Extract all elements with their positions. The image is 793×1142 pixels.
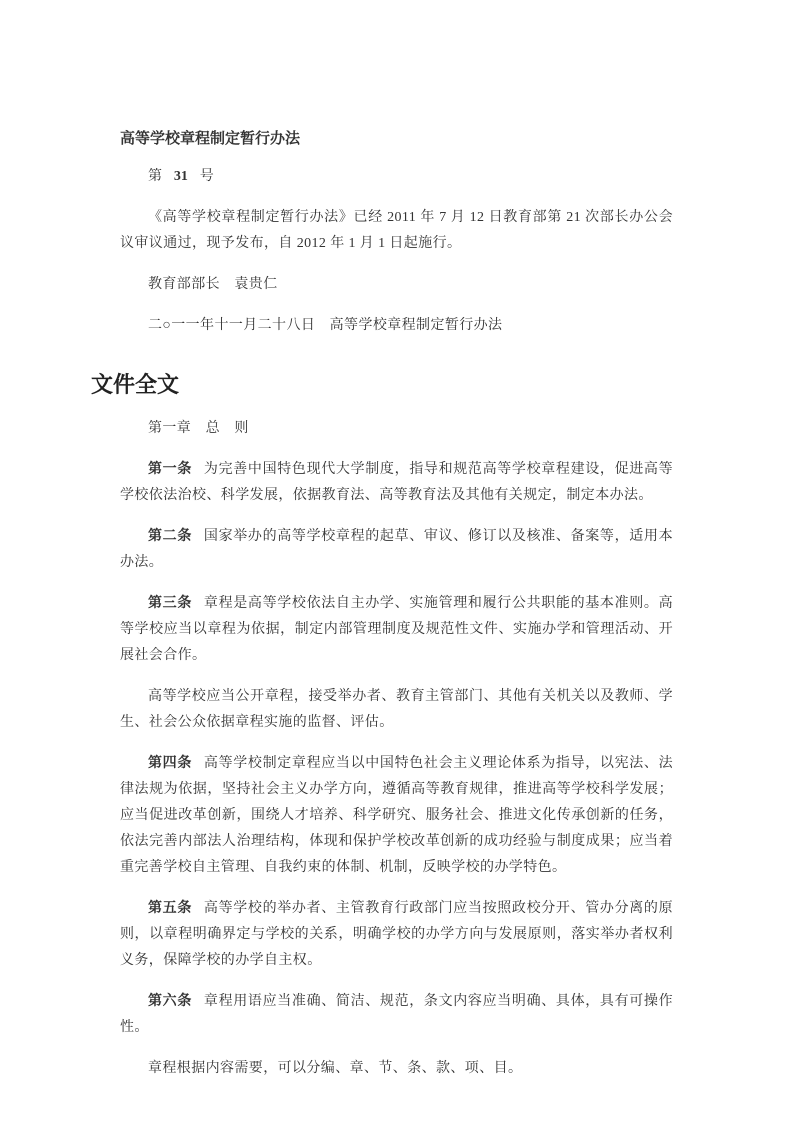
document-header bbox=[120, 128, 673, 339]
article-paragraph bbox=[120, 1056, 673, 1082]
article-label: 第六条 bbox=[148, 994, 193, 1009]
article-text: 高等学校应当公开章程，接受举办者、教育主管部门、其他有关机关以及教师、学生、社会公众依据章程实施的监督、评估。 bbox=[120, 689, 673, 730]
article-text: 国家举办的高等学校章程的起草、审议、修订以及核准、备案等，适用本办法。 bbox=[120, 529, 673, 570]
article-text: 章程用语应当准确、简洁、规范，条文内容应当明确、具体，具有可操作性。 bbox=[120, 994, 673, 1035]
article-paragraph bbox=[120, 591, 673, 669]
issue-suffix: 号 bbox=[199, 169, 214, 184]
issue-prefix: 第 bbox=[148, 169, 162, 184]
article-paragraph bbox=[120, 524, 673, 576]
article-paragraph bbox=[120, 457, 673, 509]
article-paragraph bbox=[120, 896, 673, 974]
issue-number-line bbox=[120, 164, 673, 190]
article-label: 第五条 bbox=[148, 901, 193, 916]
announcement-paragraph: 《高等学校章程制定暂行办法》已经 2011 年 7 月 12 日教育部第 21 次部长办公会议审议通过，现予发布，自 2012 年 1 月 1 日起施行。 bbox=[120, 210, 673, 251]
article-label: 第二条 bbox=[148, 529, 193, 544]
article-paragraph bbox=[120, 684, 673, 736]
chapter-heading: 第一章 总 则 bbox=[148, 421, 249, 436]
article-label: 第四条 bbox=[148, 756, 193, 771]
article-text: 高等学校制定章程应当以中国特色社会主义理论体系为指导，以宪法、法律法规为依据，坚持社会主义办学方向，遵循高等教育规律，推进高等学校科学发展；应当促进改革创新，围绕人才培养、科学研究、服务社会、推进文化传承创新的任务，依法完善内部法人治理结构，体现和保护学校改革创新的成功经验与制度成果；应当着重完善学校自主管理、自我约束的体制、机制，反映学校的办学特色。 bbox=[120, 756, 673, 875]
article-text: 高等学校的举办者、主管教育行政部门应当按照政校分开、管办分离的原则，以章程明确界定与学校的关系，明确学校的办学方向与发展原则，落实举办者权利义务，保障学校的办学自主权。 bbox=[120, 901, 673, 968]
article-paragraph bbox=[120, 989, 673, 1041]
signature-line: 教育部部长 袁贵仁 bbox=[148, 277, 278, 292]
article-paragraph bbox=[120, 751, 673, 881]
article-text: 章程根据内容需要，可以分编、章、节、条、款、项、目。 bbox=[148, 1061, 523, 1076]
document-title: 高等学校章程制定暂行办法 bbox=[120, 131, 301, 147]
article-label: 第一条 bbox=[148, 462, 193, 477]
section-heading: 文件全文 bbox=[91, 372, 180, 397]
date-line: 二○一一年十一月二十八日 高等学校章程制定暂行办法 bbox=[148, 318, 503, 333]
issue-number: 31 bbox=[173, 169, 188, 184]
article-text: 为完善中国特色现代大学制度，指导和规范高等学校章程建设，促进高等学校依法治校、科学发展，依据教育法、高等教育法及其他有关规定，制定本办法。 bbox=[120, 462, 673, 503]
document-body bbox=[120, 416, 673, 1082]
article-text: 章程是高等学校依法自主办学、实施管理和履行公共职能的基本准则。高等学校应当以章程为依据，制定内部管理制度及规范性文件、实施办学和管理活动、开展社会合作。 bbox=[120, 596, 673, 663]
article-label: 第三条 bbox=[148, 596, 193, 611]
